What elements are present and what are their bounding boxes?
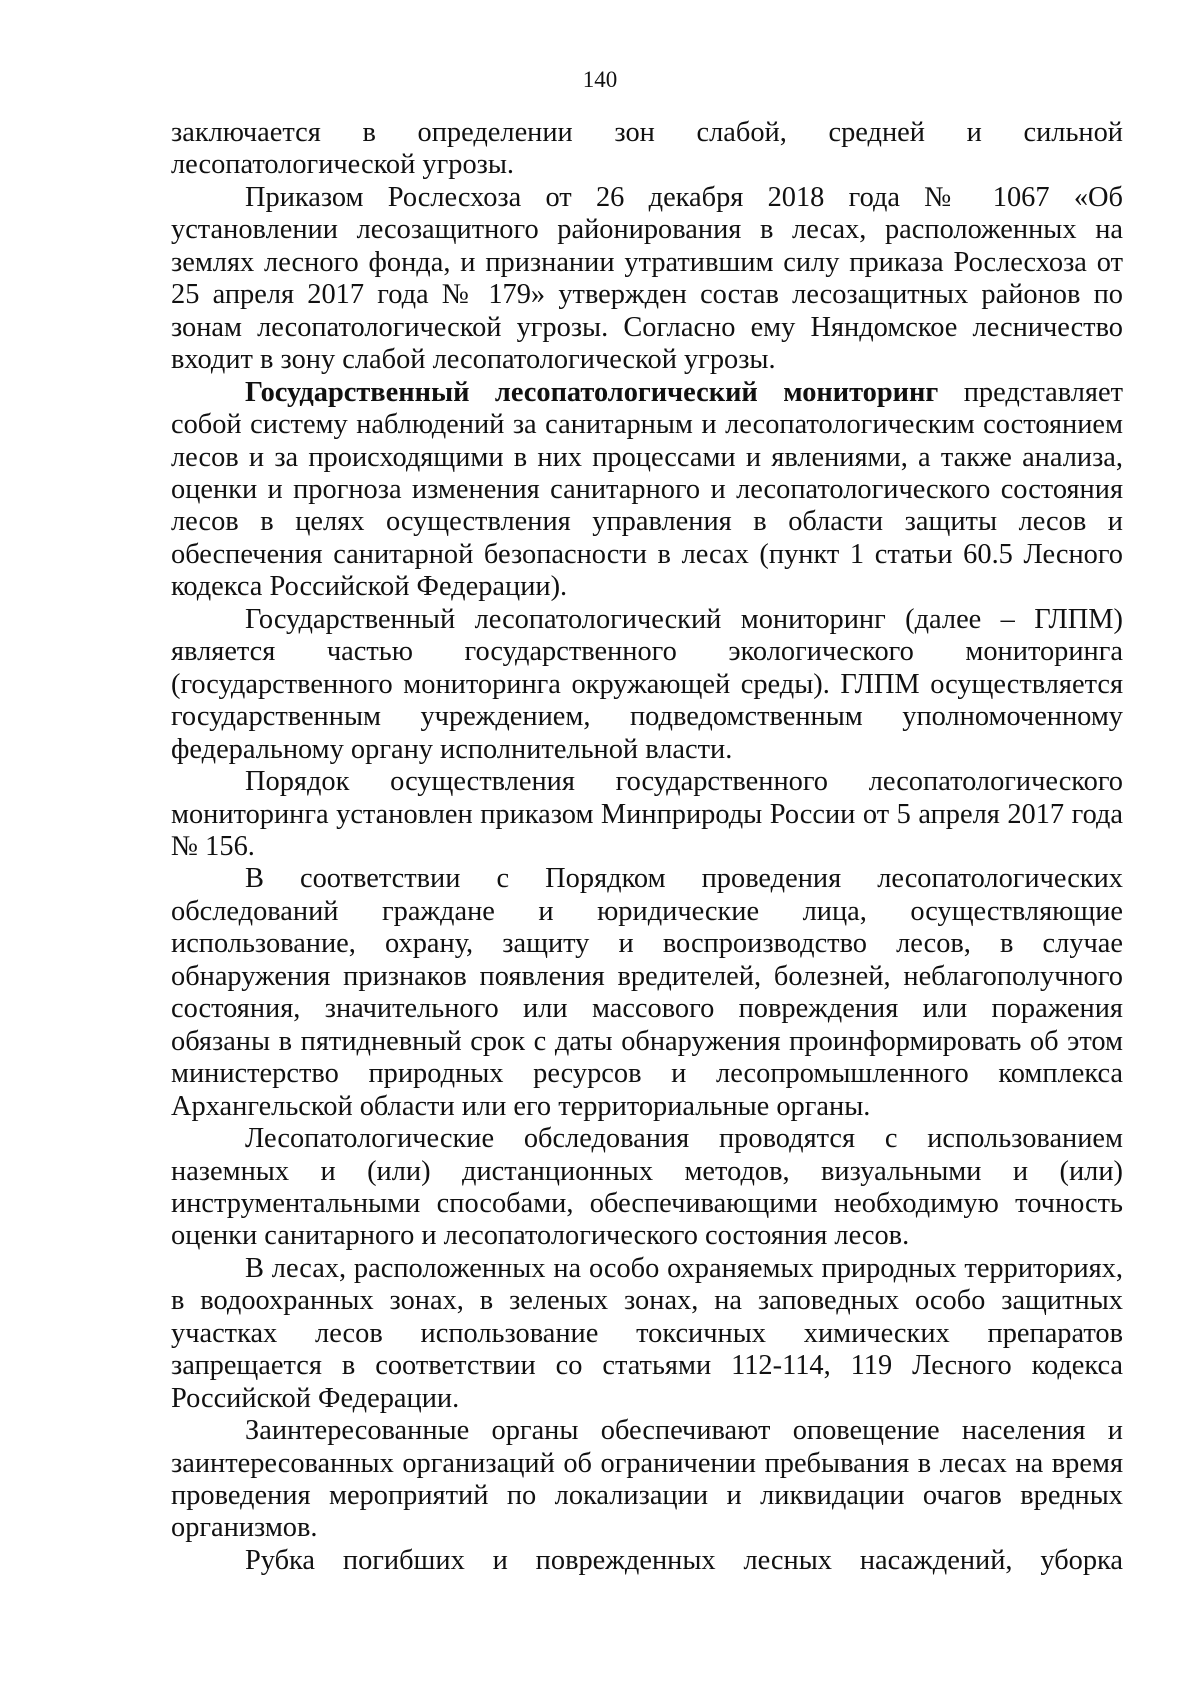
paragraph-text: представляет собой систему наблюдений за санитарным и лесопатологическим состоянием лесов и за происходящими в них процессами и явлениями, а также анализа, оценки и прогноза изменения санитарного и лесопатологического состояния лесов в целях осуществления управления в области защиты лесов и обеспечения санитарной безопасности в лесах (пункт 1 статьи 60.5 Лесного кодекса Российской Федерации). [171,376,1123,603]
paragraph-surveys: Лесопатологические обследования проводятся с использованием наземных и (или) дистанционных методов, визуальными и (или) инструментальными способами, обеспечивающими необходимую точность оценки санитарного и лесопатологического состояния лесов. [171,1123,1123,1252]
document-body [171,117,1123,1577]
paragraph-glpm-part: Государственный лесопатологический мониторинг (далее – ГЛПМ) является частью государственного экологического мониторинга (государственного мониторинга окружающей среды). ГЛПМ осуществляется государственным учреждением, подведомственным уполномоченному федеральному органу исполнительной власти. [171,603,1123,765]
paragraph-procedure: Порядок осуществления государственного лесопатологического мониторинга установлен приказом Минприроды России от 5 апреля 2017 года № 156. [171,766,1123,862]
bold-term: Государственный лесопатологический мониторинг [245,376,939,408]
paragraph-felling: Рубка погибших и поврежденных лесных насаждений, уборка [245,1544,1123,1576]
page-number: 140 [582,67,618,92]
paragraph-continuation: заключается в определении зон слабой, средней и сильной лесопатологической угрозы. [171,117,1123,181]
paragraph-glpm-definition [171,377,1123,604]
paragraph-obligations: В соответствии с Порядком проведения лесопатологических обследований граждане и юридические лица, осуществляющие использование, охрану, защиту и воспроизводство лесов, в случае обнаружения признаков появления вредителей, болезней, неблагополучного состояния, значительного или массового повреждения или поражения обязаны в пятидневный срок с даты обнаружения проинформировать об этом министерство природных ресурсов и лесопромышленного комплекса Архангельской области или его территориальные органы. [171,863,1123,1122]
paragraph-rosleskhoz-order: Приказом Рослесхоза от 26 декабря 2018 года № 1067 «Об установлении лесозащитного районирования в лесах, расположенных на землях лесного фонда, и признании утратившим силу приказа Рослесхоза от 25 апреля 2017 года № 179» утвержден состав лесозащитных районов по зонам лесопатологической угрозы. Согласно ему Няндомское лесничество входит в зону слабой лесопатологической угрозы. [171,181,1123,376]
paragraph-protected-areas: В лесах, расположенных на особо охраняемых природных территориях, в водоохранных зонах, в зеленых зонах, на заповедных особо защитных участках лесов использование токсичных химических препаратов запрещается в соответствии со статьями 112-114, 119 Лесного кодекса Российской Федерации. [171,1252,1123,1414]
paragraph-notification: Заинтересованные органы обеспечивают оповещение населения и заинтересованных организаций об ограничении пребывания в лесах на время проведения мероприятий по локализации и ликвидации очагов вредных организмов. [171,1415,1123,1544]
